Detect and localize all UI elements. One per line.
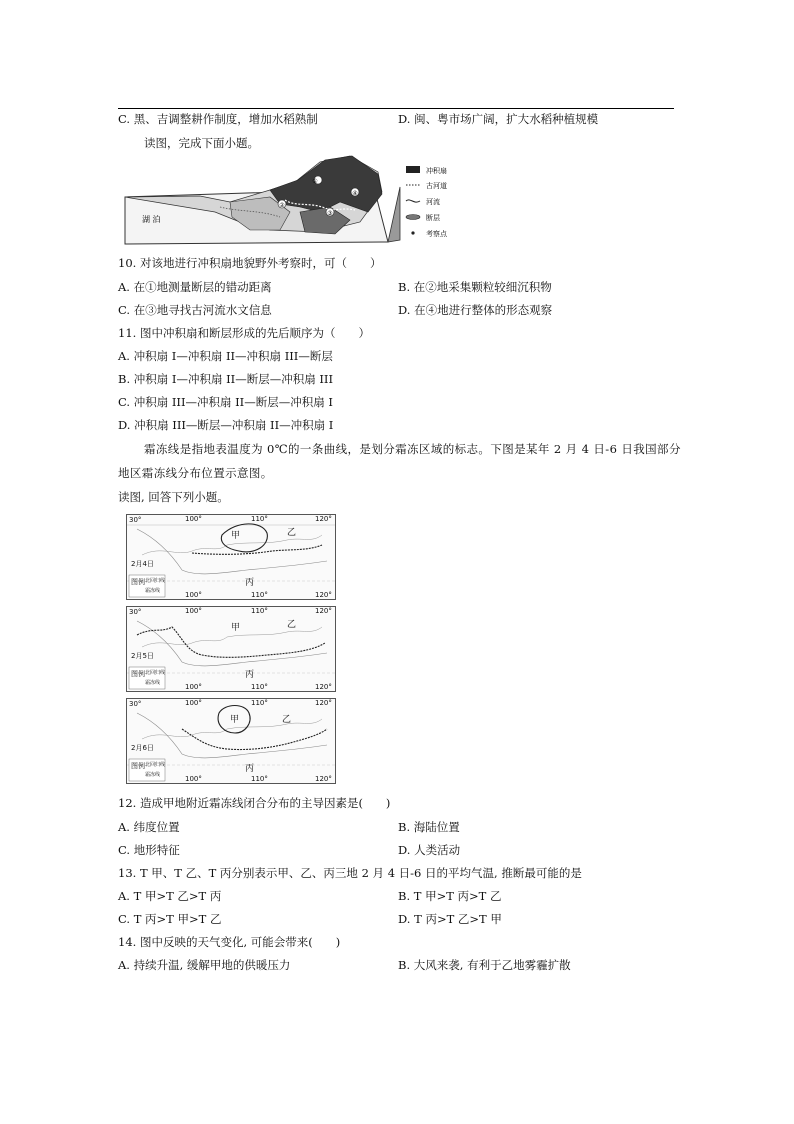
frost-map-feb6 xyxy=(126,698,336,784)
prev-option-c: C. 黑、吉调整耕作制度，增加水稻熟制 xyxy=(118,112,318,126)
passage-line-1: 霜冻线是指地表温度为 0℃的一条曲线，是划分霜冻区域的标志。下图是某年 2 月 4 日-6 日我国部分 xyxy=(144,442,681,456)
q12-option-a[interactable]: A. 纬度位置 xyxy=(118,820,180,834)
lake-label: 湖 泊 xyxy=(142,215,161,224)
legend-river-swatch xyxy=(406,200,420,202)
q11-option-b[interactable]: B. 冲积扇 I—冲积扇 II—断层—冲积扇 III xyxy=(118,372,333,386)
q10-option-d[interactable]: D. 在④地进行整体的形态观察 xyxy=(398,303,553,317)
q11-option-d[interactable]: D. 冲积扇 III—断层—冲积扇 II—冲积扇 I xyxy=(118,418,334,432)
legend-fault-swatch xyxy=(406,215,420,220)
q14-option-b[interactable]: B. 大风来袭, 有利于乙地雾霾扩散 xyxy=(398,958,571,972)
instruction-1: 读图，完成下面小题。 xyxy=(144,136,259,150)
lon-120-top: 120° xyxy=(315,515,332,523)
legend-survey-point: 考察点 xyxy=(426,230,447,238)
q10-option-b[interactable]: B. 在②地采集颗粒较细沉积物 xyxy=(398,280,552,294)
legend-fan-swatch xyxy=(406,166,420,173)
q12-option-b[interactable]: B. 海陆位置 xyxy=(398,820,460,834)
lon-120-bottom: 120° xyxy=(315,591,332,599)
legend-tropic: 北回归线 xyxy=(145,762,166,768)
q11-stem: 11. 图中冲积扇和断层形成的先后顺序为（ ） xyxy=(118,326,370,340)
lat-30-label: 30° xyxy=(129,516,142,524)
q13-option-a[interactable]: A. T 甲>T 乙>T 丙 xyxy=(118,889,222,903)
q11-option-a[interactable]: A. 冲积扇 I—冲积扇 II—冲积扇 III—断层 xyxy=(118,349,333,363)
q12-stem: 12. 造成甲地附近霜冻线闭合分布的主导因素是( ) xyxy=(118,796,391,810)
map-date: 2月5日 xyxy=(131,652,154,660)
lon-120-top: 120° xyxy=(315,699,332,707)
place-bing: 丙 xyxy=(245,764,255,774)
lat-30-label: 30° xyxy=(129,608,142,616)
passage-line-3: 读图, 回答下列小题。 xyxy=(118,490,229,504)
q12-option-d[interactable]: D. 人类活动 xyxy=(398,843,461,857)
q13-stem: 13. T 甲、T 乙、T 丙分别表示甲、乙、丙三地 2 月 4 日-6 日的平均气温, 推断最可能的是 xyxy=(118,866,582,880)
lon-120-top: 120° xyxy=(315,607,332,615)
map-date: 2月6日 xyxy=(131,744,154,752)
lon-110-bottom: 110° xyxy=(251,591,268,599)
legend-frost-line: 霜冻线 xyxy=(145,680,161,686)
q12-option-c[interactable]: C. 地形特征 xyxy=(118,843,180,857)
legend-tropic: 北回归线 xyxy=(145,670,166,676)
passage-line-2: 地区霜冻线分布位置示意图。 xyxy=(118,466,273,480)
lon-110-bottom: 110° xyxy=(251,775,268,783)
lon-100-top: 100° xyxy=(185,699,202,707)
lon-120-bottom: 120° xyxy=(315,775,332,783)
lat-30-label: 30° xyxy=(129,700,142,708)
frost-line-closed xyxy=(221,524,267,552)
q10-stem: 10. 对该地进行冲积扇地貌野外考察时，可（ ） xyxy=(118,256,382,270)
frost-line xyxy=(182,729,327,750)
q11-option-c[interactable]: C. 冲积扇 III—冲积扇 II—断层—冲积扇 I xyxy=(118,395,333,409)
legend-title: 图例 xyxy=(131,578,145,586)
q13-option-c[interactable]: C. T 丙>T 甲>T 乙 xyxy=(118,912,222,926)
lon-100-top: 100° xyxy=(185,515,202,523)
point-label-1: ① xyxy=(312,178,318,185)
q10-option-c[interactable]: C. 在③地寻找古河流水文信息 xyxy=(118,303,272,317)
place-jia: 甲 xyxy=(230,715,240,725)
point-label-4: ④ xyxy=(352,190,358,197)
q14-option-a[interactable]: A. 持续升温, 缓解甲地的供暖压力 xyxy=(118,958,291,972)
legend-river: 河流 xyxy=(426,198,440,206)
alluvial-fan-figure xyxy=(120,152,480,252)
prev-option-d: D. 闽、粤市场广阔，扩大水稻种植规模 xyxy=(398,112,599,126)
lon-110-top: 110° xyxy=(251,515,268,523)
legend-fault: 断层 xyxy=(426,214,440,222)
header-rule xyxy=(118,108,674,109)
q14-stem: 14. 图中反映的天气变化, 可能会带来( ) xyxy=(118,935,341,949)
legend-title: 图例 xyxy=(131,762,145,770)
legend-old-river: 古河道 xyxy=(426,182,447,190)
frost-map-feb5 xyxy=(126,606,336,692)
legend-tropic: 北回归线 xyxy=(145,578,166,584)
point-label-3: ③ xyxy=(327,210,333,217)
q10-option-a[interactable]: A. 在①地测量断层的错动距离 xyxy=(118,280,272,294)
place-bing: 丙 xyxy=(245,578,255,588)
q13-option-b[interactable]: B. T 甲>T 丙>T 乙 xyxy=(398,889,502,903)
legend-fan: 冲积扇 xyxy=(426,167,447,175)
lon-110-bottom: 110° xyxy=(251,683,268,691)
place-jia: 甲 xyxy=(231,623,241,633)
lon-100-top: 100° xyxy=(185,607,202,615)
place-bing: 丙 xyxy=(245,670,255,680)
place-yi: 乙 xyxy=(287,528,297,538)
place-yi: 乙 xyxy=(282,715,292,725)
place-jia: 甲 xyxy=(231,531,241,541)
lon-120-bottom: 120° xyxy=(315,683,332,691)
lon-110-top: 110° xyxy=(251,699,268,707)
lon-100-bottom: 100° xyxy=(185,775,202,783)
legend-frost-line: 霜冻线 xyxy=(145,772,161,778)
point-label-2: ② xyxy=(279,202,285,209)
legend-point-swatch xyxy=(411,231,414,234)
q13-option-d[interactable]: D. T 丙>T 乙>T 甲 xyxy=(398,912,502,926)
legend-frost-line: 霜冻线 xyxy=(145,588,161,594)
lon-100-bottom: 100° xyxy=(185,591,202,599)
map-date: 2月4日 xyxy=(131,560,154,568)
lon-100-bottom: 100° xyxy=(185,683,202,691)
alluvial-fan-diagram xyxy=(120,152,480,252)
place-yi: 乙 xyxy=(287,620,297,630)
lon-110-top: 110° xyxy=(251,607,268,615)
legend-title: 图例 xyxy=(131,670,145,678)
frost-map-feb4 xyxy=(126,514,336,600)
